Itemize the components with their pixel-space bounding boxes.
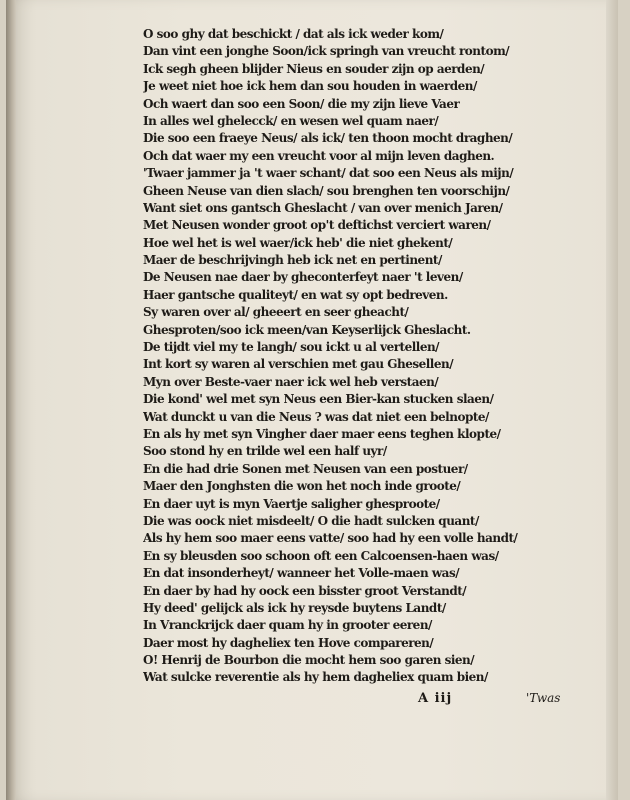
page-footer [6, 691, 618, 709]
poem-line: En die had drie Sonen met Neusen van een postuer/ [143, 461, 468, 476]
poem-line: Als hy hem soo maer eens vatte/ soo had hy een volle handt/ [143, 531, 518, 546]
poem-line: Wat sulcke reverentie als hy hem dagheliex quam bien/ [143, 670, 488, 685]
paper-sheet [6, 0, 618, 800]
poem-line: In Vranckrijck daer quam hy in grooter eeren/ [143, 618, 432, 633]
poem-line: O soo ghy dat beschickt / dat als ick weder kom/ [143, 27, 444, 41]
poem-line: Je weet niet hoe ick hem dan sou houden in waerden/ [143, 79, 477, 94]
poem-line: Maer den Jonghsten die won het noch inde groote/ [143, 479, 461, 494]
binding-gutter [6, 0, 16, 800]
poem-line: Gheen Neuse van dien slach/ sou brenghen ten voorschijn/ [143, 183, 510, 198]
poem-line: In alles wel ghelecck/ en wesen wel quam naer/ [143, 113, 439, 128]
poem-line: O! Henrij de Bourbon die mocht hem soo garen sien/ [143, 653, 475, 668]
poem-text [143, 26, 563, 687]
poem-line: Daer most hy dagheliex ten Hove compareren/ [143, 635, 434, 650]
poem-line: Want siet ons gantsch Gheslacht / van over menich Jaren/ [143, 200, 503, 215]
poem-line: Wat dunckt u van die Neus ? was dat niet een belnopte/ [143, 409, 489, 424]
poem-line: En dat insonderheyt/ wanneer het Volle-maen was/ [143, 566, 460, 581]
poem-line: Myn over Beste-vaer naer ick wel heb verstaen/ [143, 374, 439, 389]
poem-line: Ick segh gheen blijder Nieus en souder zijn op aerden/ [143, 61, 485, 76]
poem-line: Och waert dan soo een Soon/ die my zijn lieve Vaer [143, 96, 460, 111]
poem-line: En daer uyt is myn Vaertje saligher ghesproote/ [143, 496, 440, 511]
poem-line: Hy deed' gelijck als ick hy reysde buytens Landt/ [143, 600, 446, 615]
poem-line: 'Twaer jammer ja 't waer schant/ dat soo een Neus als mijn/ [143, 166, 514, 181]
poem-line: Ghesproten/soo ick meen/van Keyserlijck Gheslacht. [143, 322, 471, 337]
poem-line: Haer gantsche qualiteyt/ en wat sy opt bedreven. [143, 287, 448, 302]
poem-line: Soo stond hy en trilde wel een half uyr/ [143, 444, 387, 459]
poem-line: Och dat waer my een vreucht voor al mijn leven daghen. [143, 148, 495, 163]
poem-line: Int kort sy waren al verschien met gau Ghesellen/ [143, 357, 454, 372]
poem-line: Met Neusen wonder groot op't deftichst verciert waren/ [143, 218, 491, 233]
poem-line: Sy waren over al/ gheeert en seer gheacht/ [143, 305, 409, 320]
poem-line: Die kond' wel met syn Neus een Bier-kan stucken slaen/ [143, 392, 494, 407]
poem-line: En sy bleusden soo schoon oft een Calcoensen-haen was/ [143, 548, 499, 563]
poem-line: De tijdt viel my te langh/ sou ickt u al vertellen/ [143, 340, 440, 355]
poem-line: De Neusen nae daer by gheconterfeyt naer 't leven/ [143, 270, 463, 285]
signature-mark: A iij [418, 691, 453, 706]
catchword: 'Twas [526, 691, 561, 705]
poem-line: Maer de beschrijvingh heb ick net en pertinent/ [143, 253, 442, 268]
poem-line: En daer by had hy oock een bisster groot Verstandt/ [143, 583, 467, 598]
poem-line: Die soo een fraeye Neus/ als ick/ ten thoon mocht draghen/ [143, 131, 513, 146]
poem-line: Dan vint een jonghe Soon/ick springh van vreucht rontom/ [143, 44, 510, 59]
page-edge [606, 0, 618, 800]
poem-line: Die was oock niet misdeelt/ O die hadt sulcken quant/ [143, 513, 479, 528]
poem-line: En als hy met syn Vingher daer maer eens teghen klopte/ [143, 426, 501, 441]
poem-line: Hoe wel het is wel waer/ick heb' die niet ghekent/ [143, 235, 453, 250]
